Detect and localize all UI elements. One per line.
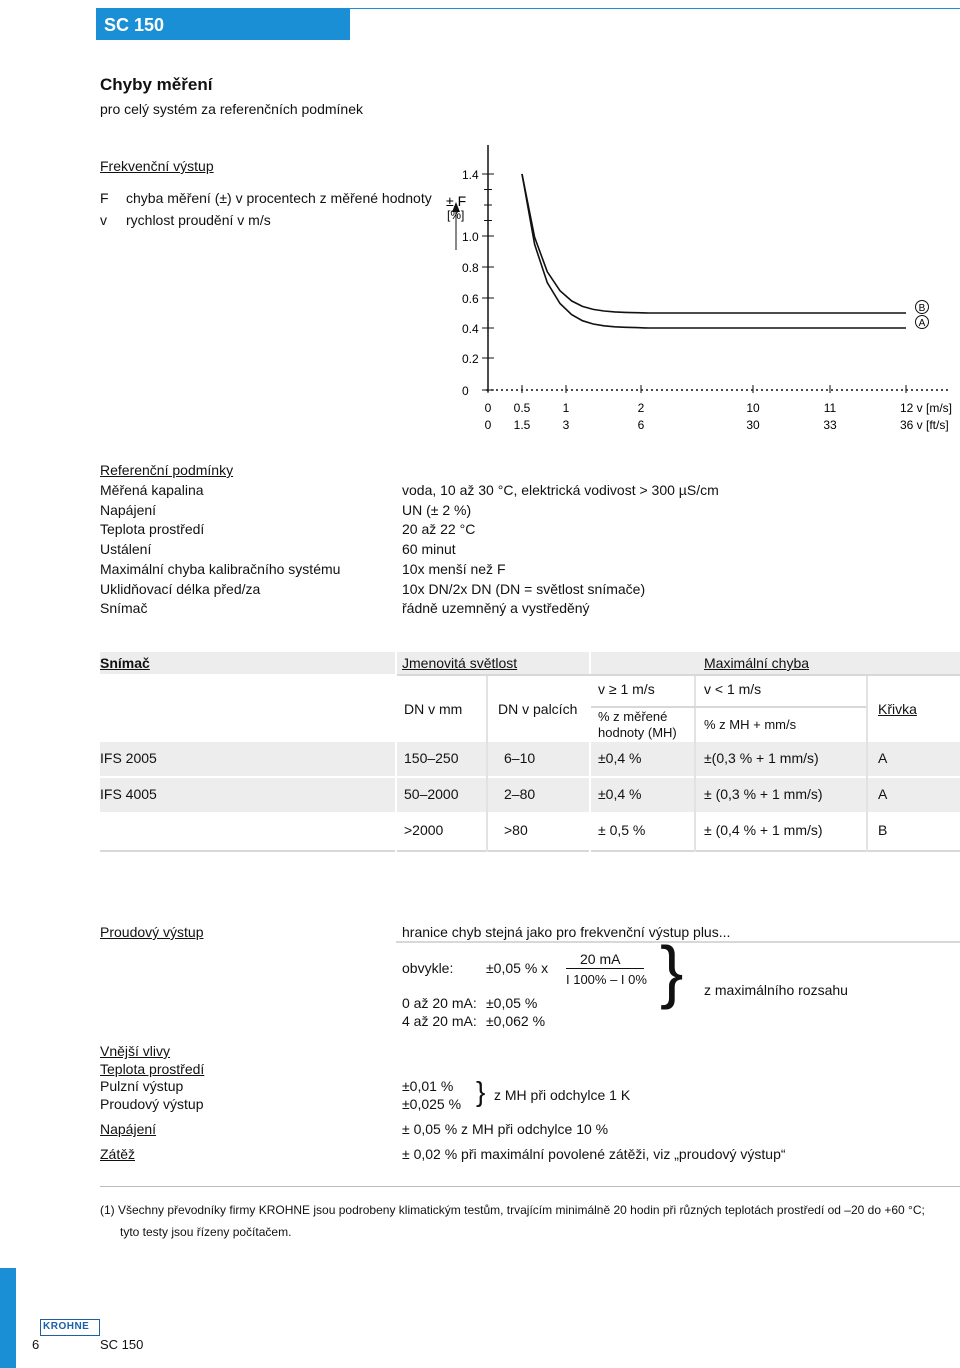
- load-label: Zátěž: [100, 1146, 136, 1162]
- page-number: 6: [32, 1337, 40, 1352]
- small-brace: }: [476, 1076, 486, 1107]
- table-rule: [591, 706, 866, 708]
- footnote-rule: [100, 1186, 960, 1187]
- temp-note: z MH při odchylce 1 K: [494, 1087, 631, 1103]
- x-tick-label-ms: 2: [637, 401, 645, 415]
- y-tick-label: 0.8: [462, 261, 479, 275]
- y-tick-label: 0.4: [462, 322, 479, 336]
- y-tick-label: 1.4: [462, 168, 479, 182]
- curr-label: Proudový výstup: [100, 1096, 204, 1112]
- col-dn-mm: DN v mm: [404, 701, 463, 717]
- cell-dn-mm: 50–2000: [404, 786, 459, 802]
- x-tick-label-ms: 0.5: [513, 401, 531, 415]
- right-brace: }: [660, 932, 684, 1010]
- current-intro: hranice chyb stejná jako pro frekvenční výstup plus...: [402, 924, 731, 940]
- ref-label: Uklidňovací délka před/za: [100, 580, 261, 597]
- col-nominal: Jmenovitá světlost: [402, 655, 518, 671]
- logo-text: KROHNE: [43, 1321, 90, 1332]
- ref-value: UN (± 2 %): [402, 501, 472, 518]
- load-value: ± 0,02 % při maximální povolené zátěži, viz „proudový výstup“: [402, 1146, 786, 1162]
- cell-sensor: IFS 4005: [100, 786, 157, 802]
- col-curve: Křivka: [878, 701, 917, 717]
- ref-value: 20 až 22 °C: [402, 521, 476, 538]
- cell-dn-mm: 150–250: [404, 750, 459, 766]
- cell-err-high: ±0,4 %: [598, 750, 642, 766]
- y-tick-label: 0.6: [462, 292, 479, 306]
- supply-label: Napájení: [100, 1121, 157, 1137]
- y-tick-label: 0.2: [462, 352, 479, 366]
- series-curve-B: [522, 174, 906, 313]
- x-tick-label-fts: 6: [637, 418, 645, 432]
- external-heading: Vnější vlivy: [100, 1043, 171, 1059]
- footer-doc: SC 150: [100, 1337, 144, 1352]
- footnote-line2: tyto testy jsou řízeny počítačem.: [120, 1225, 292, 1239]
- range2-label: 4 až 20 mA:: [402, 1013, 477, 1029]
- col-v1-sub1: % z měřené: [598, 709, 668, 724]
- x-tick-label-ms: 10: [746, 401, 760, 415]
- x-tick-label-ms: 1: [562, 401, 570, 415]
- fraction-numerator: 20 mA: [580, 951, 621, 967]
- supply-value: ± 0,05 % z MH při odchylce 10 %: [402, 1121, 609, 1137]
- range-text: z maximálního rozsahu: [704, 982, 848, 998]
- cell-sensor: IFS 2005: [100, 750, 157, 766]
- x-tick-label-fts: 36 v [ft/s]: [900, 418, 949, 432]
- section-title: Chyby měření: [100, 75, 213, 94]
- x-tick-label-ms: 0: [484, 401, 492, 415]
- ref-heading: Referenční podmínky: [100, 462, 234, 478]
- ref-label: Měřená kapalina: [100, 482, 204, 498]
- header-title: SC 150: [104, 15, 165, 35]
- fraction-bar: [566, 968, 644, 969]
- section-subtitle: pro celý systém za referenčních podmínek: [100, 101, 364, 117]
- def-v-text: rychlost proudění v m/s: [126, 212, 271, 228]
- y-label-symbol: ± F: [446, 193, 467, 209]
- col-v-lt-1: v < 1 m/s: [704, 681, 762, 697]
- col-maxerr: Maximální chyba: [704, 655, 810, 671]
- y-tick-label: 0: [462, 384, 469, 398]
- x-tick-label-ms: 12 v [m/s]: [900, 401, 953, 415]
- ref-value: 10x DN/2x DN (DN = světlost snímače): [402, 580, 646, 597]
- cell-err-high: ± 0,5 %: [598, 822, 646, 838]
- def-f-text: chyba měření (±) v procentech z měřené hodnoty: [126, 190, 432, 206]
- curr-value: ±0,025 %: [402, 1096, 462, 1112]
- ref-label: Snímač: [100, 600, 148, 617]
- y-tick-label: 1.0: [462, 230, 479, 244]
- freq-heading: Frekvenční výstup: [100, 158, 214, 174]
- x-tick-label-ms: 11: [823, 401, 837, 415]
- temp-heading: Teplota prostředí: [100, 1061, 205, 1077]
- x-tick-label-fts: 33: [823, 418, 837, 432]
- pulse-value: ±0,01 %: [402, 1078, 454, 1094]
- ref-value: voda, 10 až 30 °C, elektrická vodivost > 300 µS/cm: [402, 482, 719, 498]
- table-bottom-rule: [100, 850, 960, 852]
- cell-curve: A: [878, 750, 888, 766]
- ref-label: Ustálení: [100, 541, 152, 558]
- table-col-sep: [694, 674, 696, 852]
- cell-err-low: ± (0,4 % + 1 mm/s): [704, 822, 823, 838]
- series-label-B: B: [918, 303, 926, 314]
- table-head-bg: [100, 652, 960, 674]
- y-label-unit: [%]: [447, 208, 465, 222]
- x-tick-label-fts: 1.5: [513, 418, 531, 432]
- footer-accent-bar: [0, 1268, 16, 1368]
- ref-value: 10x menší než F: [402, 560, 506, 577]
- cell-dn-in: 2–80: [504, 786, 536, 802]
- ref-label: Maximální chyba kalibračního systému: [100, 560, 341, 577]
- cell-dn-mm: >2000: [404, 822, 444, 838]
- ref-value: řádně uzemněný a vystředěný: [402, 600, 590, 617]
- ref-label: Napájení: [100, 501, 157, 518]
- col-sensor: Snímač: [100, 655, 150, 671]
- range1-value: ±0,05 %: [486, 995, 538, 1011]
- cell-err-high: ±0,4 %: [598, 786, 642, 802]
- pulse-label: Pulzní výstup: [100, 1078, 184, 1094]
- col-v-ge-1: v ≥ 1 m/s: [598, 681, 655, 697]
- usual-value: ±0,05 % x: [486, 960, 549, 976]
- cell-dn-in: >80: [504, 822, 528, 838]
- def-v-symbol: v: [100, 212, 107, 228]
- cell-dn-in: 6–10: [504, 750, 536, 766]
- def-f-symbol: F: [100, 190, 109, 206]
- col-dn-in: DN v palcích: [498, 701, 578, 717]
- col-v2-sub: % z MH + mm/s: [704, 717, 797, 732]
- cell-err-low: ± (0,3 % + 1 mm/s): [704, 786, 823, 802]
- ref-label: Teplota prostředí: [100, 521, 205, 538]
- current-heading: Proudový výstup: [100, 924, 204, 940]
- error-chart: [0, 0, 960, 450]
- table-rule: [397, 674, 960, 676]
- cell-curve: A: [878, 786, 888, 802]
- series-label-A: A: [918, 318, 926, 329]
- cell-err-low: ±(0,3 % + 1 mm/s): [704, 750, 819, 766]
- x-tick-label-fts: 3: [562, 418, 570, 432]
- col-v1-sub2: hodnoty (MH): [598, 725, 677, 740]
- range1-label: 0 až 20 mA:: [402, 995, 477, 1011]
- ref-value: 60 minut: [402, 541, 456, 558]
- x-tick-label-fts: 0: [484, 418, 492, 432]
- range2-value: ±0,062 %: [486, 1013, 546, 1029]
- krohne-logo: [40, 1319, 100, 1336]
- fraction-denominator: I 100% – I 0%: [566, 972, 647, 987]
- table-col-sep: [486, 674, 488, 852]
- footnote-line1: (1) Všechny převodníky firmy KROHNE jsou podrobeny klimatickým testům, trvajícím minimálně 20 hodin při různých teplotách prostředí od –20 do +60 °C;: [100, 1203, 925, 1217]
- table-col-sep: [866, 674, 868, 852]
- cell-curve: B: [878, 822, 888, 838]
- x-tick-label-fts: 30: [746, 418, 760, 432]
- table-col-sep: [395, 652, 397, 852]
- table-col-sep: [589, 652, 591, 852]
- usual-label: obvykle:: [402, 960, 454, 976]
